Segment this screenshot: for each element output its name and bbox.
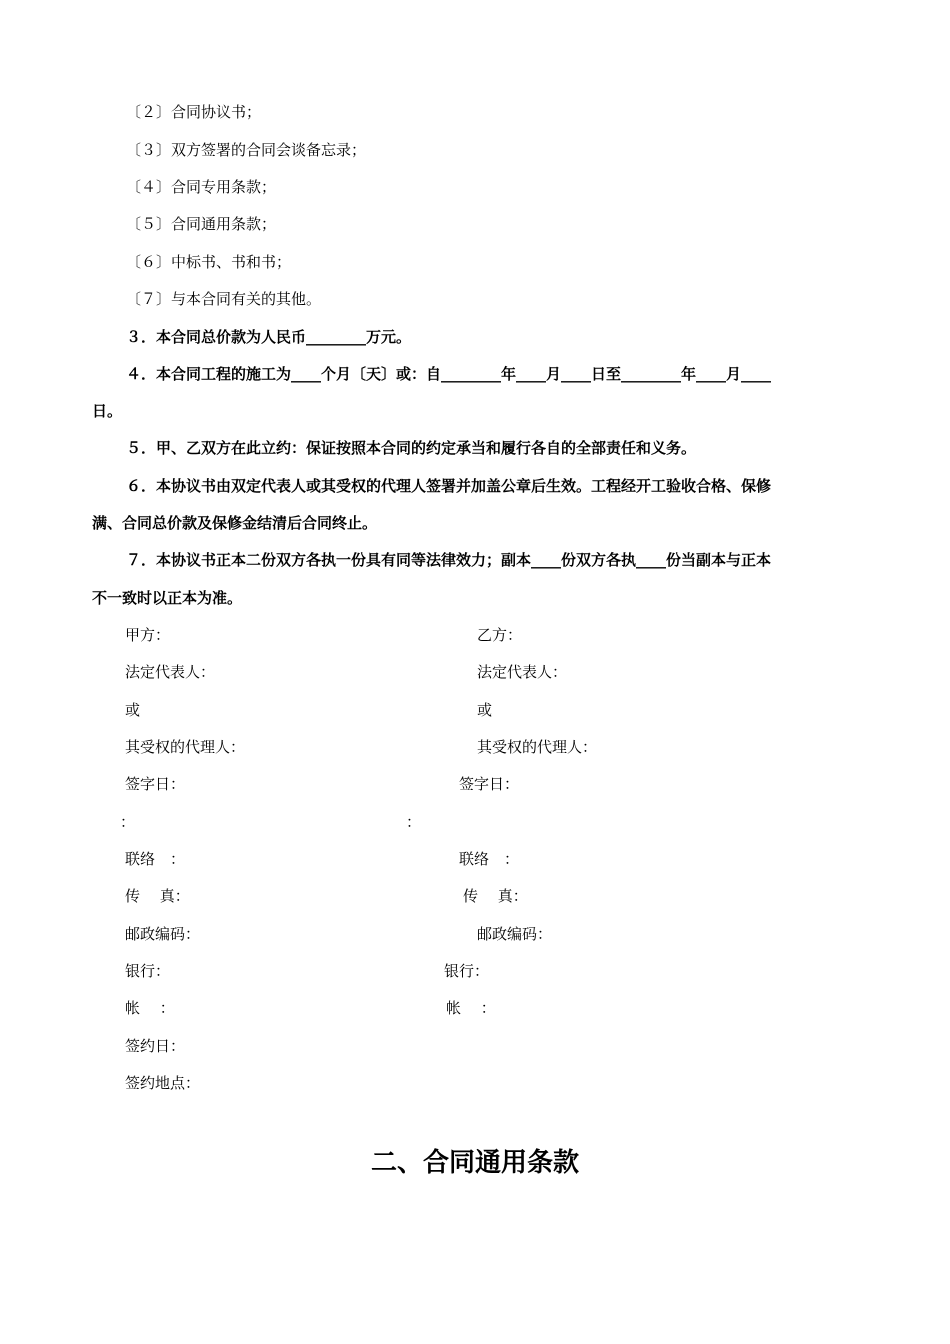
party-b-contact: 联络 ： [459,850,520,868]
party-a-colon: ： [120,813,136,831]
party-b-agent: 其受权的代理人： [477,738,598,756]
party-b-rep: 法定代表人： [477,663,568,681]
party-a-contact: 联络 ： [125,850,186,868]
list-item: 〔２〕合同协议书； [126,103,262,121]
party-a-bank: 银行： [125,962,171,980]
clause-6-line2: 满、合同总价款及保修金结清后合同终止。 [92,514,378,532]
party-b-fax: 传 真： [463,887,528,905]
party-a-or: 或 [125,701,141,719]
party-b-bank: 银行： [444,962,490,980]
signing-date: 签约日： [125,1037,186,1055]
clause-4-line2: 日。 [92,402,123,420]
clause-3: ３．本合同总价款为人民币________万元。 [126,328,412,346]
party-a-fax: 传 真： [125,887,190,905]
list-item: 〔４〕合同专用条款； [126,178,277,196]
list-item: 〔６〕中标书、书和书； [126,253,292,271]
party-a-postcode: 邮政编码： [125,925,201,943]
party-a-agent: 其受权的代理人： [125,738,246,756]
party-b-or: 或 [477,701,493,719]
clause-6-line1: ６．本协议书由双定代表人或其受权的代理人签署并加盖公章后生效。工程经开工验收合格、保修 [126,477,772,495]
list-item: 〔５〕合同通用条款； [126,215,277,233]
party-a-sign-date: 签字日： [125,775,186,793]
party-b-label: 乙方： [477,626,523,644]
party-b-account: 帐 ： [446,999,496,1017]
party-a-rep: 法定代表人： [125,663,216,681]
party-b-postcode: 邮政编码： [477,925,553,943]
clause-4-line1: ４．本合同工程的施工为____个月〔天〕或：自________年____月____日至________年____月____ [126,365,772,383]
party-b-colon: ： [406,813,422,831]
party-b-sign-date: 签字日： [459,775,520,793]
clause-7-line2: 不一致时以正本为准。 [92,589,243,607]
signing-place: 签约地点： [125,1074,201,1092]
party-a-label: 甲方： [125,626,171,644]
clause-7-line1: ７．本协议书正本二份双方各执一份具有同等法律效力；副本____份双方各执____份当副本与正本 [126,551,772,569]
section-heading: 二、合同通用条款 [370,1148,579,1178]
list-item: 〔７〕与本合同有关的其他。 [126,290,322,308]
party-a-account: 帐 ： [125,999,175,1017]
clause-5: ５．甲、乙双方在此立约：保证按照本合同的约定承当和履行各自的全部责任和义务。 [126,439,697,457]
list-item: 〔３〕双方签署的合同会谈备忘录； [126,141,367,159]
